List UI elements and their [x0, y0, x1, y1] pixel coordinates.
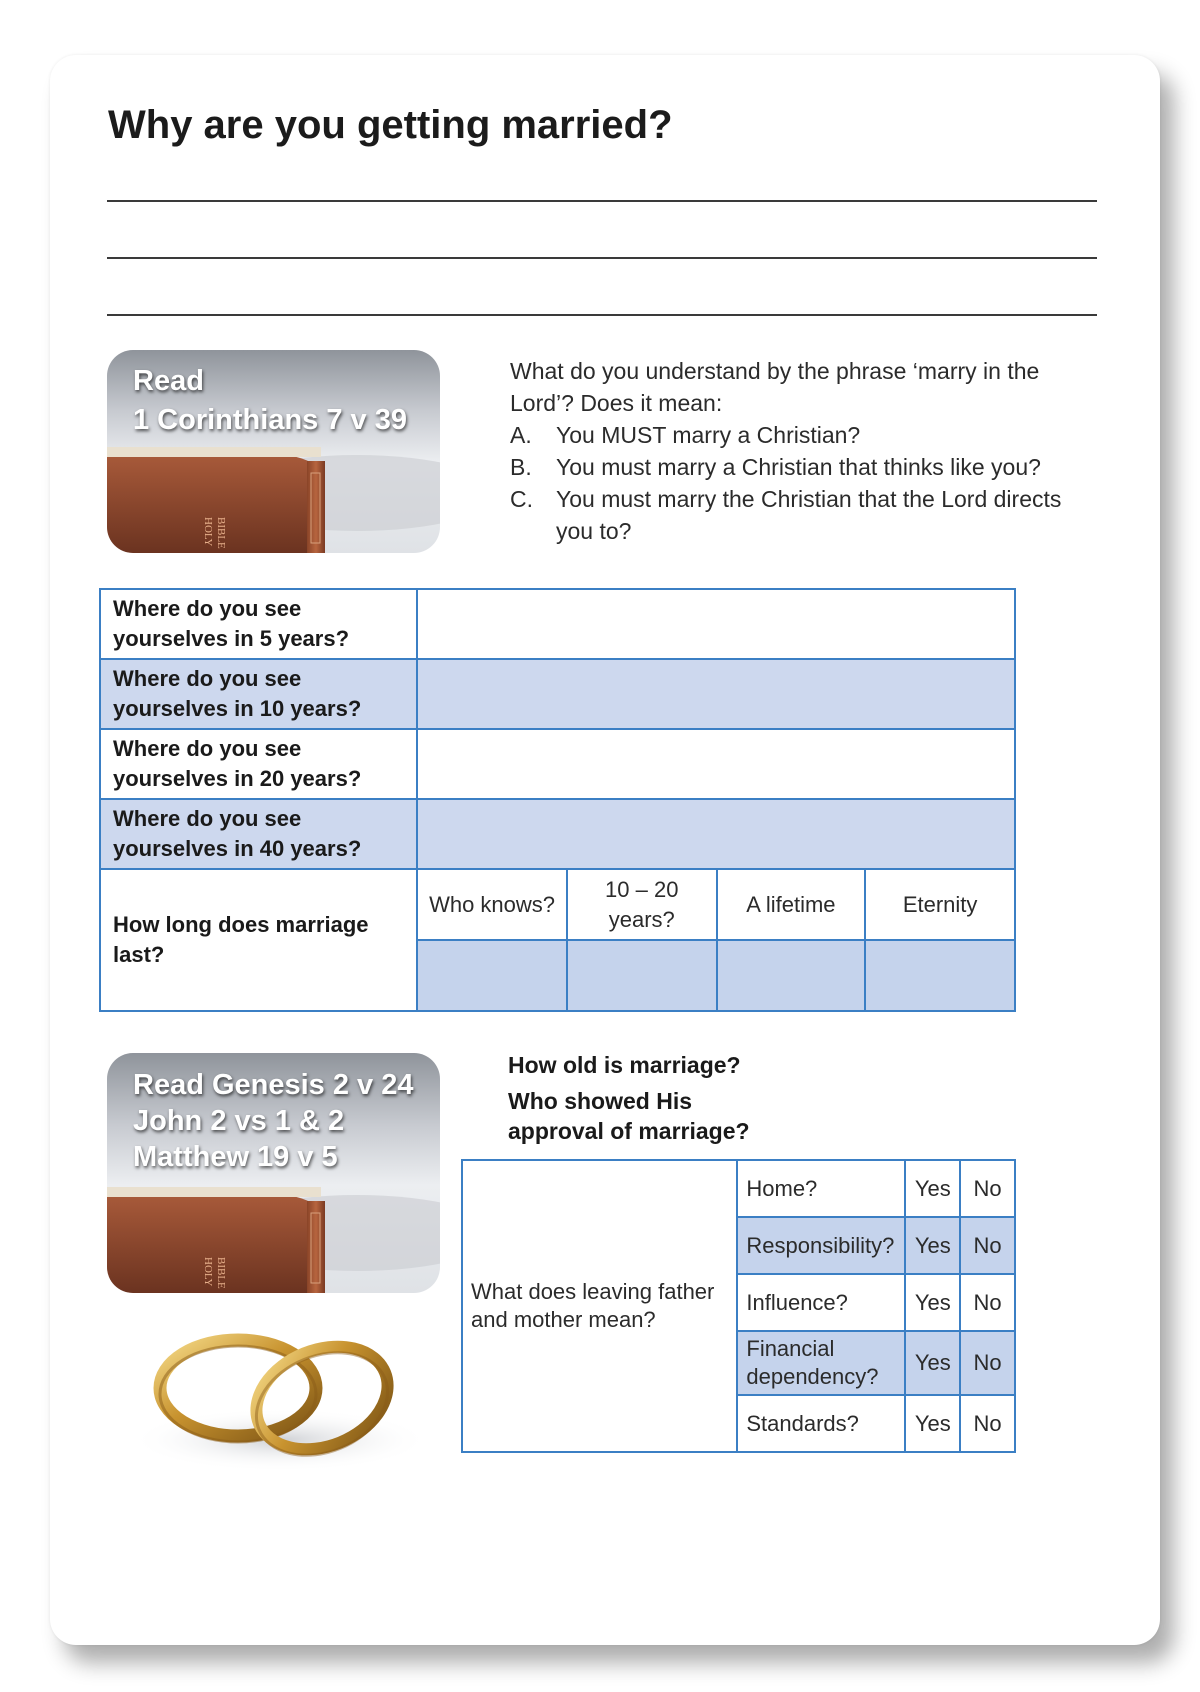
yes-option[interactable]: Yes [905, 1395, 960, 1452]
wedding-rings-icon [110, 1300, 450, 1480]
duration-option-10-20: 10 – 20 years? [567, 869, 717, 940]
duration-option-who-knows: Who knows? [417, 869, 567, 940]
read-card-corinthians [107, 350, 440, 553]
option-text: You must marry the Christian that the Lord directs you to? [556, 486, 1062, 544]
worksheet-page [50, 55, 1160, 1645]
no-option[interactable]: No [960, 1331, 1015, 1395]
option-letter: A. [510, 422, 532, 448]
duration-answer-10-20[interactable] [567, 940, 717, 1011]
leaving-question-label: What does leaving father and mother mean? [462, 1160, 737, 1452]
bible-icon [107, 1173, 440, 1293]
row-label-5-years: Where do you see yourselves in 5 years? [100, 589, 417, 659]
question-intro: What do you understand by the phrase ‘marry in the Lord’? Does it mean: [510, 358, 1040, 416]
option-text: You MUST marry a Christian? [556, 422, 861, 448]
table-row [462, 1160, 1015, 1217]
item-responsibility: Responsibility? [737, 1217, 905, 1274]
page-title: Why are you getting married? [108, 103, 673, 147]
option-c [510, 483, 1070, 547]
read-card-genesis [107, 1053, 440, 1293]
spine-text-bible: BIBLE [215, 517, 227, 549]
duration-answer-lifetime[interactable] [717, 940, 866, 1011]
item-standards: Standards? [737, 1395, 905, 1452]
row-label-40-years: Where do you see yourselves in 40 years? [100, 799, 417, 869]
answer-line-2[interactable] [107, 257, 1097, 259]
duration-option-lifetime: A lifetime [717, 869, 866, 940]
bible-icon [107, 433, 440, 553]
worksheet-content [50, 55, 1160, 1645]
read-card-label: Read 1 Corinthians 7 v 39 [133, 365, 407, 436]
answer-line-3[interactable] [107, 314, 1097, 316]
no-option[interactable]: No [960, 1395, 1015, 1452]
item-influence: Influence? [737, 1274, 905, 1331]
question-how-old: How old is marriage? [508, 1052, 741, 1078]
option-letter: B. [510, 454, 532, 480]
question-marry-in-lord [510, 355, 1070, 547]
item-financial-dependency: Financial dependency? [737, 1331, 905, 1395]
answer-cell-10-years[interactable] [417, 659, 1015, 729]
row-label-10-years: Where do you see yourselves in 10 years? [100, 659, 417, 729]
table-row [100, 659, 1015, 729]
option-a [510, 419, 1070, 451]
table-row [100, 799, 1015, 869]
spine-text-bible: BIBLE [215, 1257, 227, 1289]
read-card-label: Read Genesis 2 v 24 John 2 vs 1 & 2 Matthew 19 v 5 [133, 1069, 414, 1173]
option-text: You must marry a Christian that thinks like you? [556, 454, 1041, 480]
duration-option-eternity: Eternity [865, 869, 1015, 940]
spine-text-holy: HOLY [202, 517, 214, 547]
yes-option[interactable]: Yes [905, 1274, 960, 1331]
table-row [100, 869, 1015, 940]
answer-cell-5-years[interactable] [417, 589, 1015, 659]
duration-answer-eternity[interactable] [865, 940, 1015, 1011]
table-row [100, 589, 1015, 659]
yes-option[interactable]: Yes [905, 1331, 960, 1395]
answer-cell-40-years[interactable] [417, 799, 1015, 869]
duration-answer-who-knows[interactable] [417, 940, 567, 1011]
spine-text-holy: HOLY [202, 1257, 214, 1287]
table-row [100, 729, 1015, 799]
answer-cell-20-years[interactable] [417, 729, 1015, 799]
row-label-20-years: Where do you see yourselves in 20 years? [100, 729, 417, 799]
duration-question-label: How long does marriage last? [100, 869, 417, 1011]
future-years-table [99, 588, 1016, 1012]
answer-line-1[interactable] [107, 200, 1097, 202]
option-b [510, 451, 1070, 483]
no-option[interactable]: No [960, 1160, 1015, 1217]
yes-option[interactable]: Yes [905, 1217, 960, 1274]
leaving-parents-table [461, 1159, 1016, 1453]
no-option[interactable]: No [960, 1274, 1015, 1331]
question-who-showed: Who showed His approval of marriage? [508, 1088, 750, 1144]
item-home: Home? [737, 1160, 905, 1217]
no-option[interactable]: No [960, 1217, 1015, 1274]
option-letter: C. [510, 486, 533, 512]
yes-option[interactable]: Yes [905, 1160, 960, 1217]
